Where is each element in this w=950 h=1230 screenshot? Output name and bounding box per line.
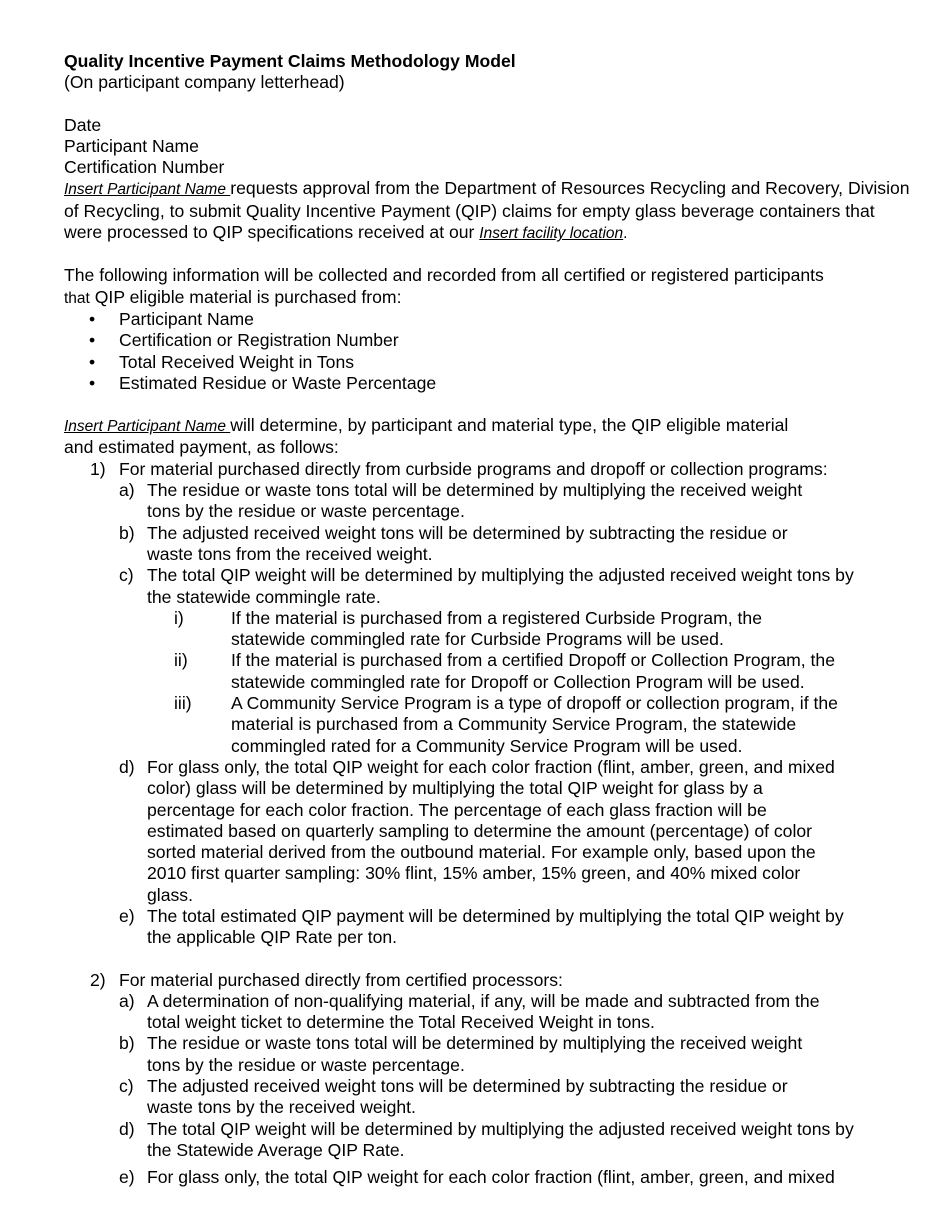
- document-title: Quality Incentive Payment Claims Methodology Model: [64, 51, 516, 71]
- intro-paragraph: Insert Participant Name requests approval from the Department of Resources Recycling and Recovery, Division of Recycling, to submit Quality Incentive Payment (QIP) claims for empty glass beverage containers that were processed to QIP specifications received at our Insert facility location.: [64, 178, 910, 243]
- header-field-date: Date: [64, 114, 102, 135]
- header-field-certification-number: Certification Number: [64, 157, 225, 178]
- section-1: 1) For material purchased directly from curbside programs and dropoff or collection programs:: [90, 458, 828, 479]
- section-1-item-b: b) The adjusted received weight tons will be determined by subtracting the residue or waste tons from the received weight.: [119, 522, 788, 564]
- insert-participant-name-placeholder: Insert Participant Name: [64, 181, 231, 199]
- insert-facility-location-placeholder: Insert facility location: [479, 225, 624, 243]
- section-1-item-c: c) The total QIP weight will be determined by multiplying the adjusted received weight tons by the statewide commingle rate.: [119, 565, 854, 607]
- section-1-subitem-iii: iii) A Community Service Program is a type of dropoff or collection program, if the material is purchased from a Community Service Program, the statewide commingled rated for a Community Service Program will be used.: [174, 693, 838, 756]
- determine-paragraph-line1: Insert Participant Name will determine, by participant and material type, the QIP eligible material: [64, 415, 789, 436]
- letterhead-note: (On participant company letterhead): [64, 72, 345, 93]
- section-2-item-b: b) The residue or waste tons total will be determined by multiplying the received weight tons by the residue or waste percentage.: [119, 1033, 803, 1075]
- section-2-item-a: a) A determination of non-qualifying material, if any, will be made and subtracted from the total weight ticket to determine the Total Received Weight in tons.: [119, 990, 820, 1033]
- section-2-item-d: d) The total QIP weight will be determined by multiplying the adjusted received weight tons by the Statewide Average QIP Rate.: [119, 1118, 854, 1160]
- info-bullet-list: [64, 309, 910, 394]
- list-item: • Participant Name: [64, 309, 910, 330]
- section-1-item-a: a) The residue or waste tons total will be determined by multiplying the received weight tons by the residue or waste percentage.: [119, 480, 803, 522]
- section-1-item-d: d) For glass only, the total QIP weight for each color fraction (flint, amber, green, and mixed color) glass will be determined by multiplying the total QIP weight for glass by a percentage for each color fraction. The percentage of each glass fraction will be estimated based on quarterly sampling to determine the amount (percentage) of color sorted material derived from the outbound material. For example only, based upon the 2010 first quarter sampling: 30% flint, 15% amber, 15% green, and 40% mixed color glass.: [119, 756, 835, 905]
- section-1-item-e: e) The total estimated QIP payment will be determined by multiplying the total QIP weight by the applicable QIP Rate per ton.: [119, 905, 844, 948]
- determine-paragraph-line2: and estimated payment, as follows:: [64, 437, 339, 458]
- list-item: • Certification or Registration Number: [64, 330, 910, 351]
- insert-participant-name-placeholder: Insert Participant Name: [64, 418, 231, 436]
- info-paragraph-line2: that QIP eligible material is purchased from:: [64, 286, 402, 307]
- info-paragraph-line1: The following information will be collected and recorded from all certified or registered participants: [64, 265, 824, 286]
- section-1-subitem-i: i) If the material is purchased from a registered Curbside Program, the statewide commingled rate for Curbside Programs will be used.: [174, 607, 762, 650]
- list-item: • Estimated Residue or Waste Percentage: [64, 373, 910, 394]
- section-2-item-c: c) The adjusted received weight tons will be determined by subtracting the residue or waste tons by the received weight.: [119, 1076, 788, 1118]
- header-field-participant-name: Participant Name: [64, 135, 199, 156]
- section-1-subitem-ii: ii) If the material is purchased from a certified Dropoff or Collection Program, the statewide commingled rate for Dropoff or Collection Program will be used.: [174, 650, 835, 692]
- list-item: • Total Received Weight in Tons: [64, 352, 910, 373]
- section-2: 2) For material purchased directly from certified processors:: [90, 969, 563, 990]
- section-2-item-e: e) For glass only, the total QIP weight for each color fraction (flint, amber, green, and mixed: [119, 1167, 835, 1188]
